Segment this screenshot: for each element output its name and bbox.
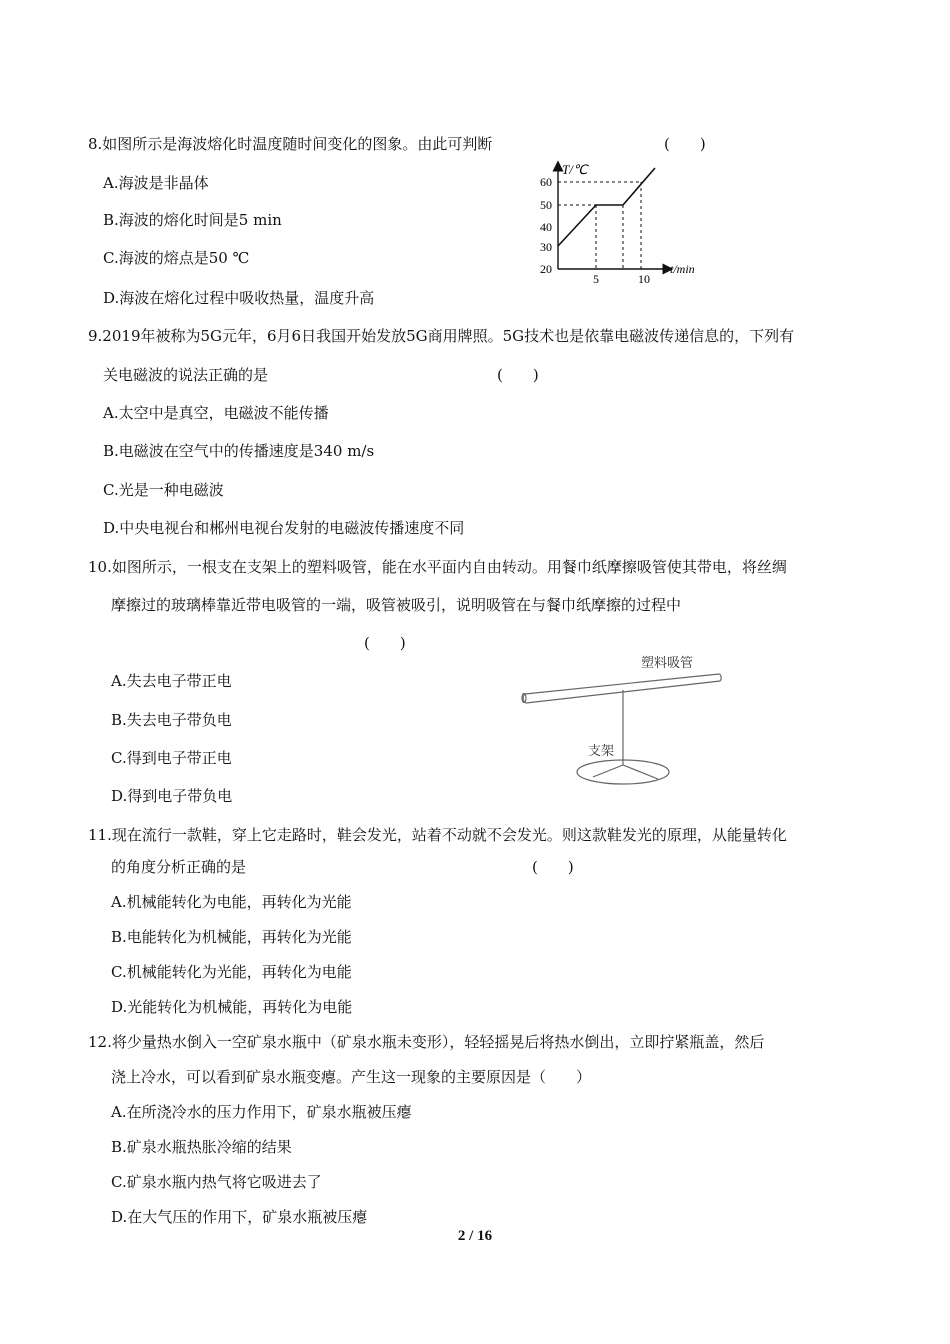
q10-stem-line1: 10.如图所示，一根支在支架上的塑料吸管，能在水平面内自由转动。用餐巾纸摩擦吸管使其带电，将丝绸 bbox=[88, 558, 787, 576]
q12-option-a: A.在所浇冷水的压力作用下，矿泉水瓶被压瘪 bbox=[111, 1103, 412, 1121]
page-number: 2 / 16 bbox=[457, 1228, 493, 1244]
x-axis-label: t/min bbox=[670, 262, 695, 276]
q12-option-b: B.矿泉水瓶热胀冷缩的结果 bbox=[111, 1138, 292, 1156]
melting-graph bbox=[528, 160, 708, 285]
q9-option-c: C.光是一种电磁波 bbox=[103, 481, 224, 499]
q8-stem: 8.如图所示是海波熔化时温度随时间变化的图象。由此可判断 bbox=[88, 135, 493, 153]
q10-answer-paren: ( ) bbox=[364, 634, 406, 652]
y-tick-40: 40 bbox=[540, 220, 552, 234]
q10-option-b: B.失去电子带负电 bbox=[111, 711, 232, 729]
q11-stem-line2: 的角度分析正确的是 bbox=[111, 858, 247, 876]
stand-label: 支架 bbox=[588, 743, 615, 758]
straw-label: 塑料吸管 bbox=[641, 655, 694, 670]
y-axis-label: T/℃ bbox=[562, 162, 588, 177]
q11-option-b: B.电能转化为机械能，再转化为光能 bbox=[111, 928, 352, 946]
q8-option-d: D.海波在熔化过程中吸收热量，温度升高 bbox=[103, 289, 375, 307]
q11-option-a: A.机械能转化为电能，再转化为光能 bbox=[111, 893, 352, 911]
q10-option-c: C.得到电子带正电 bbox=[111, 749, 232, 767]
q10-stem-line2: 摩擦过的玻璃棒靠近带电吸管的一端，吸管被吸引，说明吸管在与餐巾纸摩擦的过程中 bbox=[111, 596, 682, 614]
q8-answer-paren: ( ) bbox=[664, 135, 706, 153]
q9-stem-line1: 9.2019年被称为5G元年，6月6日我国开始发放5G商用牌照。5G技术也是依靠电磁波传递信息的，下列有 bbox=[88, 327, 795, 345]
q10-option-a: A.失去电子带正电 bbox=[111, 672, 232, 690]
q12-option-d: D.在大气压的作用下，矿泉水瓶被压瘪 bbox=[111, 1208, 368, 1226]
x-tick-5: 5 bbox=[593, 272, 599, 285]
q11-answer-paren: ( ) bbox=[532, 858, 574, 876]
q11-option-d: D.光能转化为机械能，再转化为电能 bbox=[111, 998, 353, 1016]
q11-stem-line1: 11.现在流行一款鞋，穿上它走路时，鞋会发光，站着不动就不会发光。则这款鞋发光的原理，从能量转化 bbox=[88, 826, 787, 844]
straw-stand-figure bbox=[518, 648, 733, 793]
q8-option-b: B.海波的熔化时间是5 min bbox=[103, 211, 282, 229]
q12-option-c: C.矿泉水瓶内热气将它吸进去了 bbox=[111, 1173, 322, 1191]
q8-option-a: A.海波是非晶体 bbox=[103, 174, 209, 192]
q8-option-c: C.海波的熔点是50 ℃ bbox=[103, 249, 250, 267]
x-tick-10: 10 bbox=[638, 272, 650, 285]
y-tick-50: 50 bbox=[540, 198, 552, 212]
q9-stem-line2: 关电磁波的说法正确的是 bbox=[103, 366, 269, 384]
q10-option-d: D.得到电子带负电 bbox=[111, 787, 233, 805]
q11-option-c: C.机械能转化为光能，再转化为电能 bbox=[111, 963, 352, 981]
plastic-straw bbox=[523, 674, 721, 703]
q12-stem-line1: 12.将少量热水倒入一空矿泉水瓶中（矿泉水瓶未变形），轻轻摇晃后将热水倒出，立即拧紧瓶盖，然后 bbox=[88, 1033, 765, 1051]
temperature-curve bbox=[558, 168, 655, 246]
q9-option-a: A.太空中是真空，电磁波不能传播 bbox=[103, 404, 329, 422]
q9-option-b: B.电磁波在空气中的传播速度是340 m/s bbox=[103, 442, 375, 460]
q12-stem-line2: 浇上冷水，可以看到矿泉水瓶变瘪。产生这一现象的主要原因是（ ） bbox=[111, 1068, 592, 1086]
q9-answer-paren: ( ) bbox=[497, 366, 539, 384]
y-tick-60: 60 bbox=[540, 175, 552, 189]
y-tick-30: 30 bbox=[540, 240, 552, 254]
y-tick-20: 20 bbox=[540, 262, 552, 276]
q9-option-d: D.中央电视台和郴州电视台发射的电磁波传播速度不同 bbox=[103, 519, 465, 537]
guide-lines bbox=[558, 182, 641, 269]
